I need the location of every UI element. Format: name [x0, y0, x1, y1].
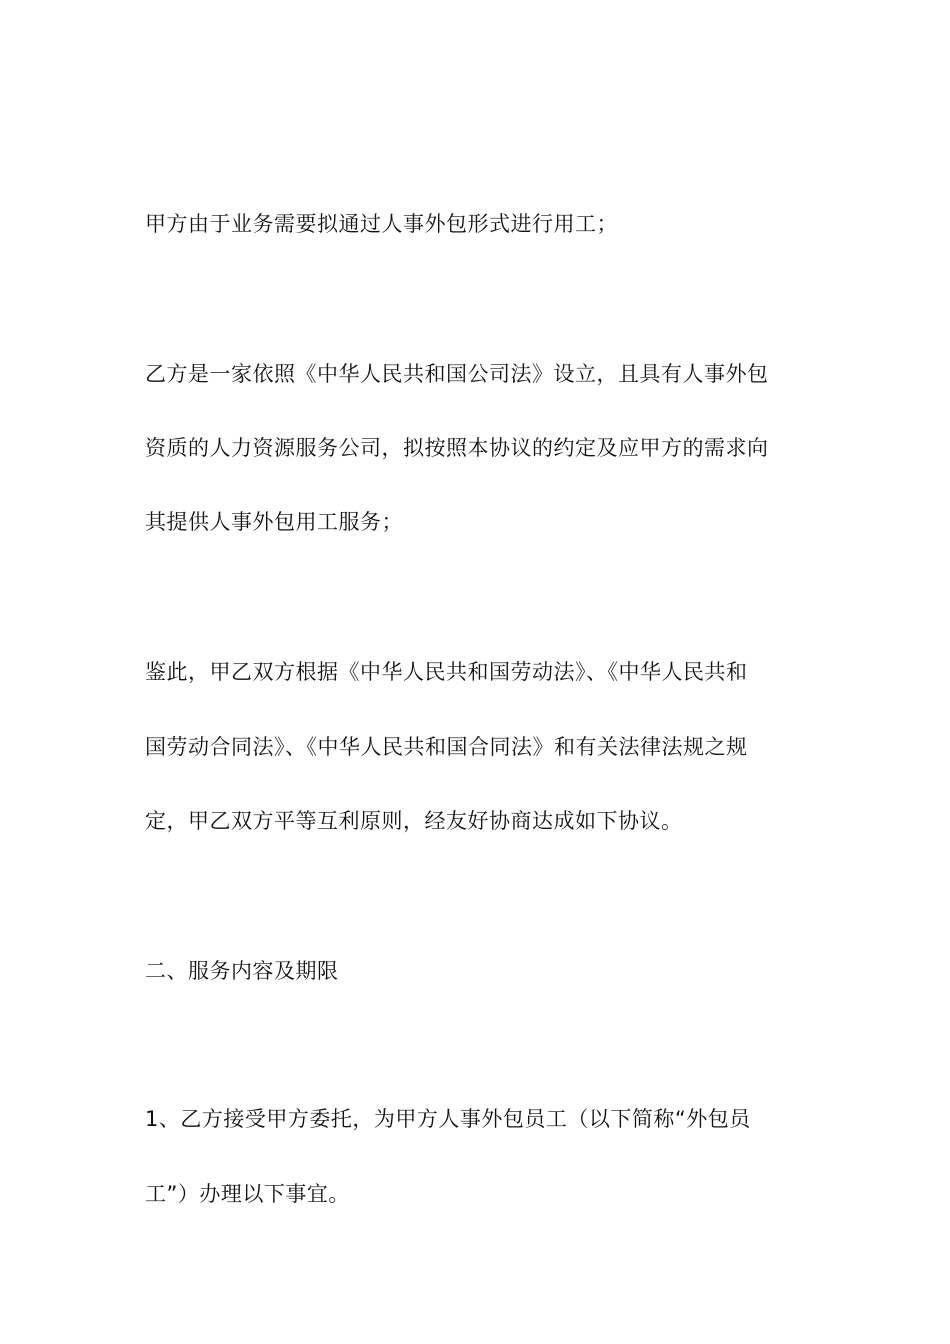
paragraph-line: 1、乙方接受甲方委托，为甲方人事外包员工（以下简称“外包员 — [145, 1107, 751, 1131]
paragraph-line: 定，甲乙双方平等互利原则，经友好协商达成如下协议。 — [145, 809, 683, 833]
paragraph-line: 资质的人力资源服务公司，拟按照本协议的约定及应甲方的需求向 — [145, 436, 769, 460]
paragraph-line: 工”）办理以下事宜。 — [145, 1182, 350, 1206]
paragraph-line: 甲方由于业务需要拟通过人事外包形式进行用工； — [145, 212, 618, 236]
section-heading: 二、服务内容及期限 — [145, 959, 339, 983]
paragraph-line: 鉴此，甲乙双方根据《中华人民共和国劳动法》、《中华人民共和 — [145, 660, 748, 684]
paragraph-line: 其提供人事外包用工服务； — [145, 510, 403, 534]
paragraph-line: 乙方是一家依照《中华人民共和国公司法》设立，且具有人事外包 — [145, 362, 769, 386]
paragraph-line: 国劳动合同法》、《中华人民共和国合同法》和有关法律法规之规 — [145, 735, 748, 759]
